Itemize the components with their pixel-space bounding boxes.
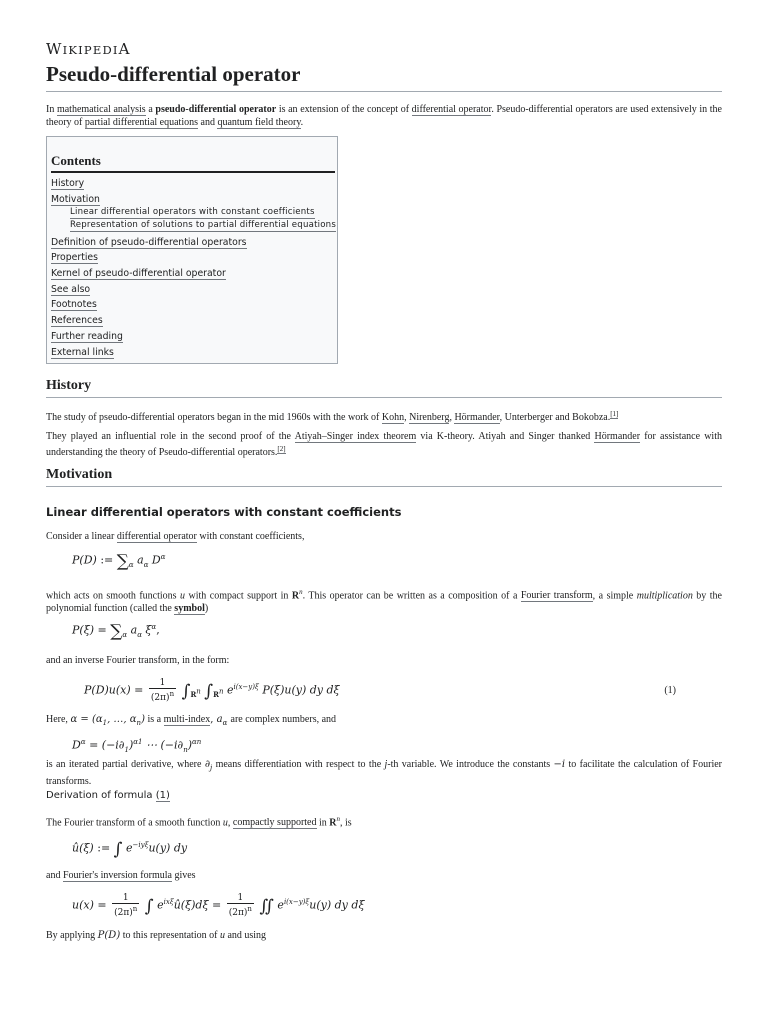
equation-number: (1) <box>664 685 676 696</box>
motivation-paragraph-5: is an iterated partial derivative, where $\partial_j$ means differentiation with respect to the j-th variable. We introduce the constants −i to facilitate the calculation of Fourier transforms. <box>46 759 722 787</box>
motivation-paragraph-8: By applying P(D) to this representation of u and using <box>46 930 267 941</box>
subsection-heading-linear: Linear differential operators with constant coefficients <box>46 505 402 519</box>
motivation-paragraph-4: Here, $\alpha = (\alpha_1$, …, $\alpha_n$) is a multi-index, $a_\alpha$ are complex numbers, and <box>46 714 337 727</box>
link-symbol[interactable]: symbol <box>174 603 205 615</box>
toc-item-references[interactable]: References <box>51 315 103 326</box>
link-fourier-inversion[interactable]: Fourier's inversion formula <box>62 870 172 881</box>
link-compactly-supported[interactable]: compactly supported <box>232 817 317 829</box>
toc-item-kernel[interactable]: Kernel of pseudo-differential operator <box>51 268 226 279</box>
history-paragraph-1: The study of pseudo-differential operators began in the mid 1960s with the work of Kohn, Nirenberg, Hörmander, Unterberger and Bokobza.[1] <box>46 410 619 423</box>
link-atiyah-singer[interactable]: Atiyah–Singer index theorem <box>294 431 417 442</box>
table-of-contents <box>46 136 338 364</box>
derivation-collapsible[interactable]: Derivation of formula (1) <box>46 790 170 801</box>
toc-item-linear-operators[interactable]: Linear differential operators with constant coefficients <box>70 207 315 217</box>
link-kohn[interactable]: Kohn <box>381 412 405 423</box>
link-multi-index[interactable]: multi-index <box>163 714 211 725</box>
toc-item-definition[interactable]: Definition of pseudo-differential operators <box>51 237 247 248</box>
toc-item-representation[interactable]: Representation of solutions to partial differential equations <box>70 220 337 230</box>
toc-item-further-reading[interactable]: Further reading <box>51 331 123 342</box>
link-quantum-field-theory[interactable]: quantum field theory <box>217 117 301 128</box>
toc-item-motivation[interactable]: Motivation <box>51 194 100 205</box>
link-nirenberg[interactable]: Nirenberg <box>409 412 450 423</box>
link-hormander[interactable]: Hörmander <box>454 412 500 423</box>
equation-iterated-derivative: $D^\alpha = (-i\partial_1)^{\alpha 1}$ ⋯ $(-i\partial_n)^{\alpha n}$ <box>72 738 202 754</box>
section-heading-motivation: Motivation <box>46 467 722 487</box>
motivation-paragraph-1: Consider a linear differential operator with constant coefficients, <box>46 531 305 542</box>
motivation-paragraph-3: and an inverse Fourier transform, in the form: <box>46 655 230 666</box>
page-title: Pseudo-differential operator <box>46 62 722 92</box>
link-differential-operator-2[interactable]: differential operator <box>116 531 197 542</box>
link-differential-operator[interactable]: differential operator <box>411 104 492 115</box>
link-fourier-transform[interactable]: Fourier transform <box>520 590 593 602</box>
footnote-ref-1[interactable]: [1] <box>610 410 619 418</box>
equation-fourier-inversion: u(x) = $\frac{1}{(2\pi)^n}$ ∫ $e^{ix\xi}û(\xi)d\xi$ = $\frac{1}{(2\pi)^n}$ ∬ $e^{i(x-y)\xi}u(y)$ dy dξ <box>72 893 365 918</box>
link-formula-1[interactable]: (1) <box>155 790 170 801</box>
section-heading-history: History <box>46 378 722 398</box>
intro-paragraph: In mathematical analysis a pseudo-differential operator is an extension of the concept of differential operator. Pseudo-differential operators are used extensively in the theory of partial differential equations and quantum field theory. <box>46 104 722 128</box>
motivation-paragraph-6: The Fourier transform of a smooth function u, compactly supported in $R^n$, is <box>46 815 352 829</box>
wikipedia-wordmark[interactable]: WIKIPEDIA <box>46 40 131 58</box>
toc-title: Contents <box>51 153 335 173</box>
toc-item-footnotes[interactable]: Footnotes <box>51 299 97 310</box>
link-hormander-2[interactable]: Hörmander <box>594 431 641 442</box>
toc-item-history[interactable]: History <box>51 178 85 189</box>
equation-fourier-transform: û(ξ) := ∫ $e^{-iy\xi}u(y)$ dy <box>72 839 188 860</box>
link-mathematical-analysis[interactable]: mathematical analysis <box>56 104 146 115</box>
history-paragraph-2: They played an influential role in the second proof of the Atiyah–Singer index theorem via K-theory. Atiyah and Singer thanked Hörmander for assistance with understanding the theory of Pseudo-differential operators.[2] <box>46 431 722 458</box>
equation-symbol: $P(\xi) = \sum_\alpha$ $a_\alpha$ $\xi^\alpha$, <box>72 621 160 642</box>
motivation-paragraph-2: which acts on smooth functions u with compact support in $R^n$. This operator can be written as a composition of a Fourier transform, a simple multiplication by the polynomial function (called the symbol) <box>46 588 722 615</box>
toc-item-see-also[interactable]: See also <box>51 284 91 295</box>
toc-item-external-links[interactable]: External links <box>51 347 114 358</box>
equation-operator-definition: P(D) := $\sum_\alpha$ $a_\alpha$ $D^\alpha$ <box>72 551 166 572</box>
footnote-ref-2[interactable]: [2] <box>277 445 286 453</box>
link-partial-differential-equations[interactable]: partial differential equations <box>84 117 198 128</box>
toc-item-properties[interactable]: Properties <box>51 252 98 263</box>
motivation-paragraph-7: and Fourier's inversion formula gives <box>46 870 196 881</box>
